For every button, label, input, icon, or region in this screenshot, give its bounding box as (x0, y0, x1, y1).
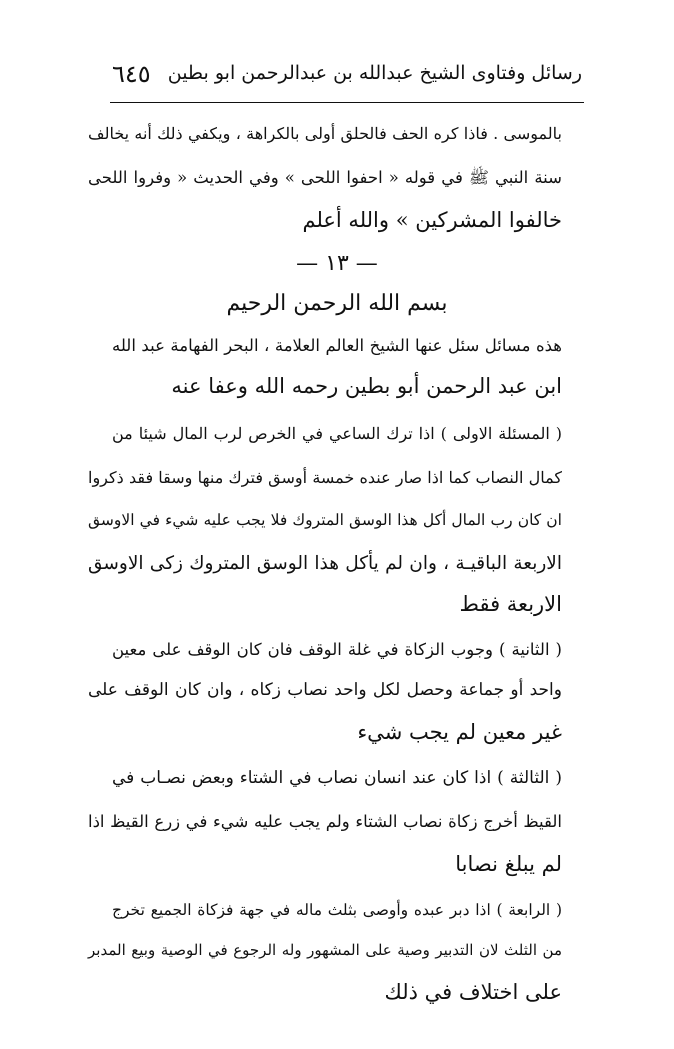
text-line: ( الثانية ) وجوب الزكاة في غلة الوقف فان كان الوقف على معين (112, 640, 562, 659)
header-rule (110, 102, 584, 103)
section-number: — ١٣ — (296, 251, 378, 276)
text-line: الاربعة فقط (459, 592, 562, 616)
text-line: ( الثالثة ) اذا كان عند انسان نصاب في الشتاء وبعض نصـاب في (112, 768, 562, 788)
text-line: ( الرابعة ) اذا دبر عبده وأوصى بثلث ماله في جهة فزكاة الجميع تخرج (112, 901, 562, 919)
text-line: كمال النصاب كما اذا صار عنده خمسة أوسق فترك منها وسقا فقد ذكروا (88, 468, 562, 487)
basmala: بسم الله الرحمن الرحيم (226, 291, 448, 316)
text-line: هذه مسائل سئل عنها الشيخ العالم العلامة ، البحر الفهامة عبد الله (112, 336, 562, 355)
running-header (112, 56, 582, 100)
text-line: ان كان رب المال أكل هذا الوسق المتروك فلا يجب عليه شيء في الاوسق (88, 511, 562, 529)
text-line: لم يبلغ نصابا (455, 852, 562, 876)
text-line: واحد أو جماعة وحصل لكل واحد نصاب زكاه ، وان كان الوقف على (88, 680, 562, 700)
text-line: القيظ أخرج زكاة نصاب الشتاء ولم يجب عليه شيء في زرع القيظ اذا (88, 812, 562, 831)
text-line: على اختلاف في ذلك (384, 980, 562, 1004)
text-line: غير معين لم يجب شيء (357, 720, 562, 744)
text-line: بالموسى . فاذا كره الحف فالحلق أولى بالكراهة ، ويكفي ذلك أنه يخالف (88, 124, 562, 143)
page-number: ٦٤٥ (112, 60, 151, 88)
text-line: ( المسئلة الاولى ) اذا ترك الساعي في الخرص لرب المال شيئا من (112, 424, 562, 443)
text-line: الاربعة الباقيـة ، وان لم يأكل هذا الوسق المتروك زكى الاوسق (88, 553, 562, 574)
text-line: من الثلث لان التدبير وصية على المشهور وله الرجوع في الوصية وبيع المدبر (88, 941, 562, 959)
text-line: ابن عبد الرحمن أبو بطين رحمه الله وعفا عنه (171, 374, 562, 398)
running-title: رسائل وفتاوى الشيخ عبدالله بن عبدالرحمن ابو بطين (167, 62, 582, 84)
text-line: خالفوا المشركين » والله أعلم (302, 208, 562, 232)
text-line: سنة النبي ﷺ في قوله « احفوا اللحى » وفي الحديث « وفروا اللحى (88, 168, 562, 187)
